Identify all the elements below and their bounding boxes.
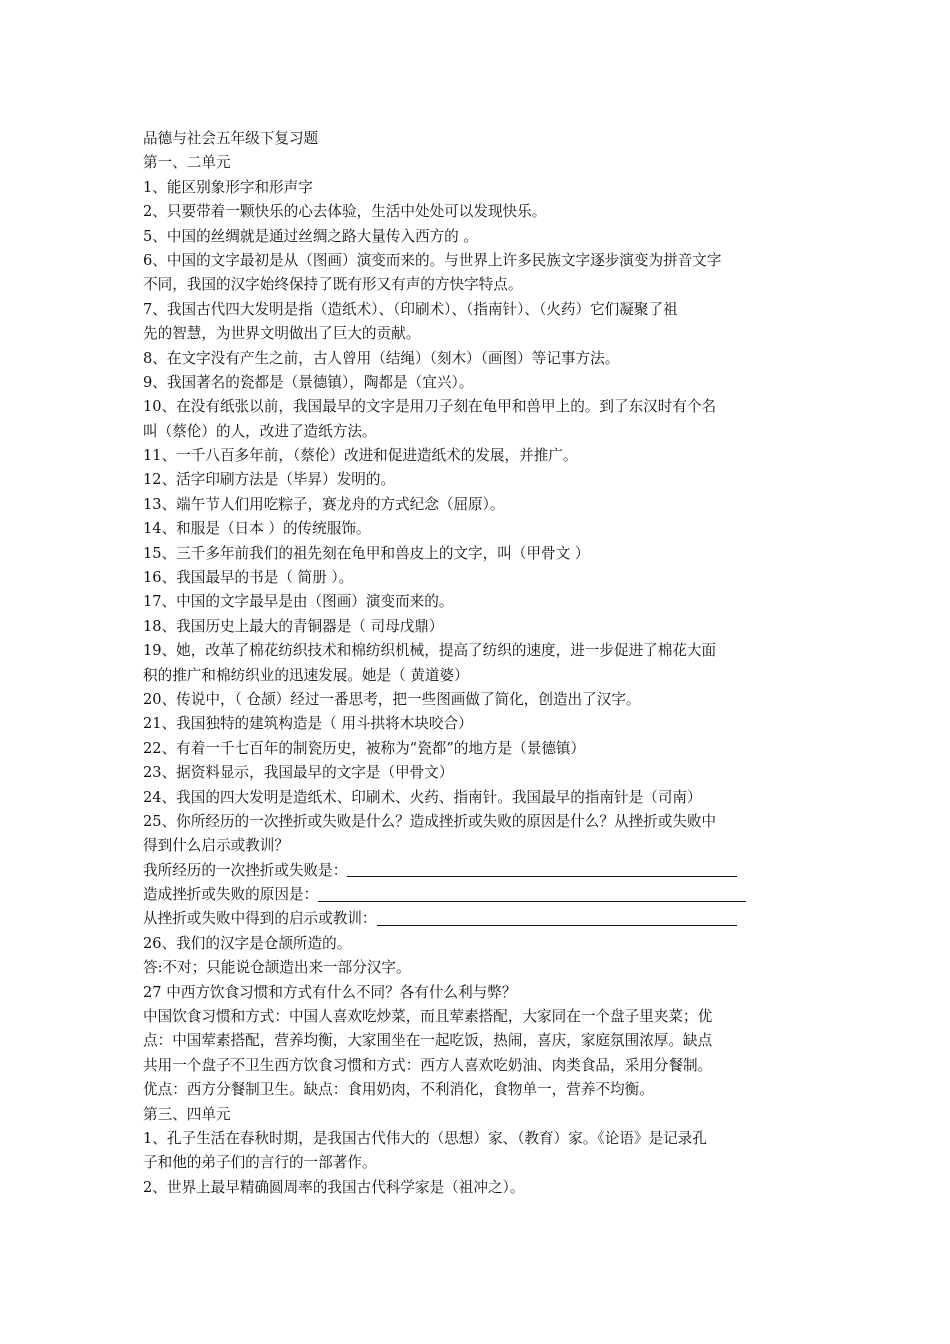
answer-label: 我所经历的一次挫折或失败是： (143, 861, 348, 879)
text-line: 第一、二单元 (143, 154, 231, 172)
text-line: 5、中国的丝绸就是通过丝绸之路大量传入西方的 。 (143, 227, 478, 245)
text-line: 18、我国历史上最大的青铜器是（ 司母戊鼎） (143, 617, 444, 635)
text-line: 先的智慧，为世界文明做出了巨大的贡献。 (143, 325, 421, 343)
text-line: 得到什么启示或教训？ (143, 837, 289, 855)
text-line: 1、能区别象形字和形声字 (143, 178, 313, 196)
text-line: 中国饮食习惯和方式：中国人喜欢吃炒菜，而且荤素搭配，大家同在一个盘子里夹菜；优 (143, 1008, 713, 1026)
answer-blank-line (318, 900, 746, 902)
document-page (143, 127, 815, 1200)
document-title: 品德与社会五年级下复习题 (143, 130, 319, 147)
text-line: 21、我国独特的建筑构造是（ 用斗拱将木块咬合） (143, 715, 473, 733)
text-line: 20、传说中，（ 仓颉）经过一番思考，把一些图画做了简化，创造出了汉字。 (143, 690, 641, 708)
text-line: 14、和服是（日本 ）的传统服饰。 (143, 520, 371, 538)
text-line: 6、中国的文字最初是从（图画）演变而来的。与世界上许多民族文字逐步演变为拼音文字 (143, 251, 722, 269)
text-line: 10、在没有纸张以前，我国最早的文字是用刀子刻在龟甲和兽甲上的。到了东汉时有个名 (143, 398, 717, 416)
text-line: 8、在文字没有产生之前，古人曾用（结绳）（刻木）（画图）等记事方法。 (143, 349, 620, 367)
text-line: 12、活字印刷方法是（毕昇）发明的。 (143, 471, 396, 489)
text-line: 17、中国的文字最早是由（图画）演变而来的。 (143, 593, 454, 611)
text-line: 不同，我国的汉字始终保持了既有形又有声的方快字特点。 (143, 276, 523, 294)
text-line: 25、你所经历的一次挫折或失败是什么？造成挫折或失败的原因是什么？从挫折或失败中 (143, 812, 717, 830)
text-line: 26、我们的汉字是仓颉所造的。 (143, 934, 352, 952)
answer-blank-line (377, 924, 737, 926)
text-line: 24、我国的四大发明是造纸术、印刷术、火药、指南针。我国最早的指南针是（司南） (143, 788, 702, 806)
text-line: 19、她，改革了棉花纺织技术和棉纺织机械，提高了纺织的速度，进一步促进了棉花大面 (143, 642, 717, 660)
text-line: 第三、四单元 (143, 1105, 231, 1123)
text-line: 23、据资料显示，我国最早的文字是（甲骨文） (143, 764, 454, 782)
text-line: 叫（蔡伦）的人，改进了造纸方法。 (143, 422, 377, 440)
text-line: 22、有着一千七百年的制瓷历史，被称为“瓷都”的地方是（景德镇） (143, 739, 586, 757)
text-line: 15、三千多年前我们的祖先刻在龟甲和兽皮上的文字，叫（甲骨文 ） (143, 544, 590, 562)
text-line: 11、一千八百多年前，（蔡伦）改进和促进造纸术的发展，并推广。 (143, 447, 578, 465)
text-line: 7、我国古代四大发明是指（造纸术）、（印刷术）、（指南针）、（火药）它们凝聚了祖 (143, 300, 678, 318)
text-line: 积的推广和棉纺织业的迅速发展。她是（ 黄道婆） (143, 666, 469, 684)
text-line: 2、世界上最早精确圆周率的我国古代科学家是（祖冲之）。 (143, 1178, 525, 1196)
text-line: 答:不对；只能说仓颉造出来一部分汉字。 (143, 959, 411, 977)
text-line: 16、我国最早的书是（ 简册 ）。 (143, 569, 354, 587)
answer-blank-line (347, 875, 737, 877)
answer-row-experience (143, 859, 815, 883)
answer-label: 从挫折或失败中得到的启示或教训： (143, 910, 377, 928)
text-line: 9、我国著名的瓷都是（景德镇），陶都是（宜兴）。 (143, 373, 474, 391)
text-line: 点：中国荤素搭配，营养均衡，大家围坐在一起吃饭，热闹，喜庆，家庭氛围浓厚。缺点 (143, 1032, 713, 1050)
text-line: 2、只要带着一颗快乐的心去体验，生活中处处可以发现快乐。 (143, 203, 547, 221)
text-line: 子和他的弟子们的言行的一部著作。 (143, 1154, 377, 1172)
answer-row-cause (143, 883, 815, 907)
text-line: 共用一个盘子不卫生西方饮食习惯和方式：西方人喜欢吃奶油、肉类食品，采用分餐制。 (143, 1056, 713, 1074)
answer-label: 造成挫折或失败的原因是： (143, 886, 319, 904)
text-line: 优点：西方分餐制卫生。缺点：食用奶肉，不利消化，食物单一，营养不均衡。 (143, 1081, 654, 1099)
answer-row-lesson (143, 908, 815, 932)
text-line: 13、端午节人们用吃粽子，赛龙舟的方式纪念（屈原）。 (143, 495, 505, 513)
text-line: 1、孔子生活在春秋时期，是我国古代伟大的（思想）家、（教育）家。《论语》是记录孔 (143, 1130, 707, 1148)
text-line: 27 中西方饮食习惯和方式有什么不同？各有什么利与弊？ (143, 983, 517, 1001)
